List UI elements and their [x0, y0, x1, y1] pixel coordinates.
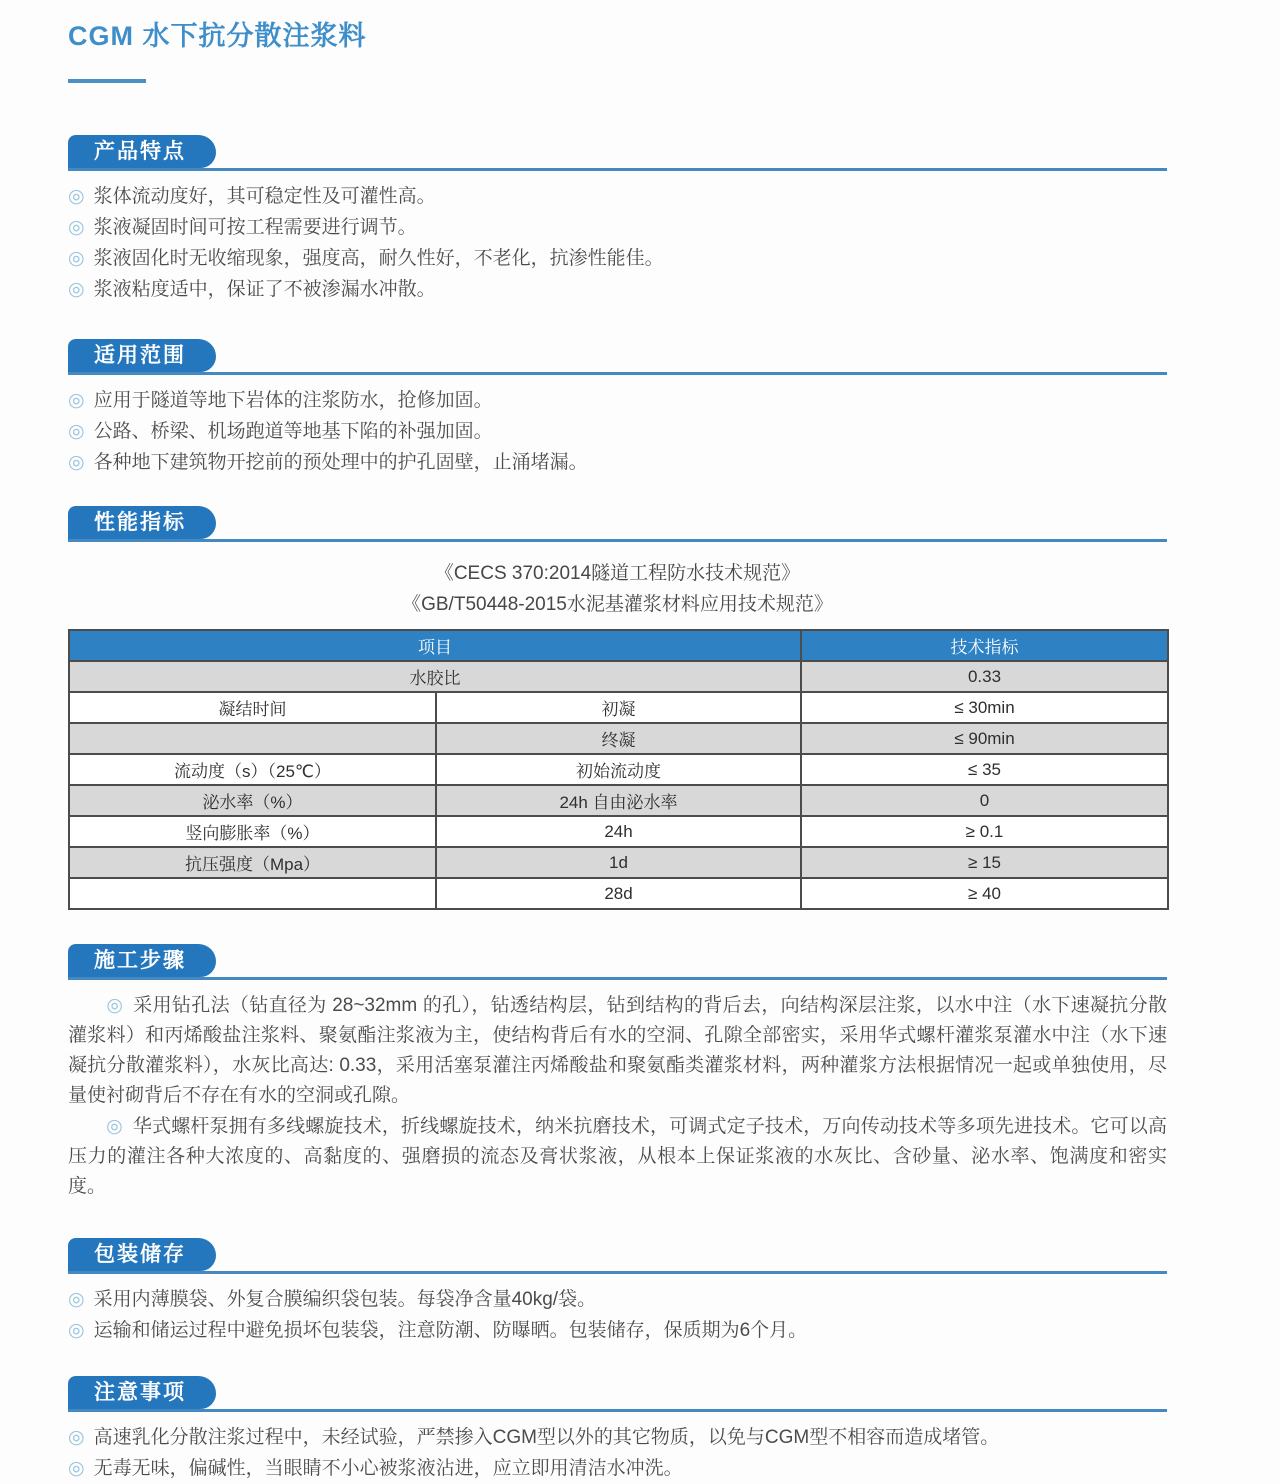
list-item-text: 应用于隧道等地下岩体的注浆防水，抢修加固。 [93, 390, 493, 411]
bullseye-bullet-icon: ◎ [106, 1116, 123, 1137]
standards-references [68, 558, 1167, 620]
table-cell-sub: 终凝 [436, 723, 801, 754]
table-row [69, 692, 1168, 723]
packaging-list [68, 1284, 1167, 1346]
section-badge-notes: 注意事项 [68, 1376, 216, 1409]
list-item [68, 447, 1167, 478]
list-item-text: 运输和储运过程中避免损坏包装袋，注意防潮、防曝晒。包装储存，保质期为6个月。 [93, 1320, 808, 1341]
bullseye-bullet-icon: ◎ [68, 1320, 85, 1341]
list-item-text: 浆液凝固时间可按工程需要进行调节。 [93, 217, 417, 238]
section-header-scope [68, 339, 1167, 375]
table-row [69, 878, 1168, 909]
bullseye-bullet-icon: ◎ [68, 452, 85, 473]
list-item [68, 385, 1167, 416]
table-cell-value: ≤ 30min [801, 692, 1168, 723]
table-row [69, 723, 1168, 754]
list-item-text: 各种地下建筑物开挖前的预处理中的护孔固壁，止涌堵漏。 [93, 452, 588, 473]
bullseye-bullet-icon: ◎ [68, 248, 85, 269]
paragraph-text: 采用钻孔法（钻直径为 28~32mm 的孔），钻透结构层，钻到结构的背后去，向结构深层注浆，以水中注（水下速凝抗分散灌浆料）和丙烯酸盐注浆料、聚氨酯注浆液为主，使结构背后有水的空洞、孔隙全部密实，采用华式螺杆灌浆泵灌水中注（水下速凝抗分散灌浆料），水灰比高达: 0.33，采用活塞泵灌注丙烯酸盐和聚氨酯类灌浆材料，两种灌浆方法根据情况一起或单独使用，尽量使衬砌背后不存在有水的空洞或孔隙。 [68, 995, 1167, 1106]
notes-list [68, 1422, 1167, 1484]
scope-list [68, 385, 1167, 478]
bullseye-bullet-icon: ◎ [68, 279, 85, 300]
list-item [68, 243, 1167, 274]
list-item [68, 181, 1167, 212]
standard-reference-line: 《GB/T50448-2015水泥基灌浆材料应用技术规范》 [402, 594, 833, 615]
section-badge-packaging: 包装储存 [68, 1238, 216, 1271]
list-item [68, 1315, 1167, 1346]
bullseye-bullet-icon: ◎ [68, 186, 85, 207]
features-list [68, 181, 1167, 305]
list-item [68, 1284, 1167, 1315]
list-item-text: 高速乳化分散注浆过程中，未经试验，严禁掺入CGM型以外的其它物质，以免与CGM型不相容而造成堵管。 [93, 1427, 1000, 1448]
list-item-text: 采用内薄膜袋、外复合膜编织袋包装。每袋净含量40kg/袋。 [93, 1289, 597, 1310]
table-cell-item: 抗压强度（Mpa） [69, 847, 436, 878]
bullseye-bullet-icon: ◎ [68, 217, 85, 238]
table-cell-item: 泌水率（%） [69, 785, 436, 816]
table-cell-sub: 1d [436, 847, 801, 878]
bullseye-bullet-icon: ◎ [68, 1427, 85, 1448]
table-header-indicator: 技术指标 [801, 630, 1168, 661]
list-item [68, 212, 1167, 243]
table-cell-value: ≤ 35 [801, 754, 1168, 785]
section-badge-construction: 施工步骤 [68, 944, 216, 977]
page-title: CGM 水下抗分散注浆料 [68, 21, 367, 51]
table-cell-item: 水胶比 [69, 661, 801, 692]
list-item [68, 1453, 1167, 1484]
table-cell-value: 0 [801, 785, 1168, 816]
list-item-text: 浆液粘度适中，保证了不被渗漏水冲散。 [93, 279, 436, 300]
section-header-packaging [68, 1238, 1167, 1274]
table-cell-sub: 24h 自由泌水率 [436, 785, 801, 816]
list-item [68, 416, 1167, 447]
table-cell-value: ≥ 40 [801, 878, 1168, 909]
table-cell-item: 凝结时间 [69, 692, 436, 723]
list-item-text: 浆液固化时无收缩现象，强度高，耐久性好，不老化，抗渗性能佳。 [93, 248, 664, 269]
title-underline [68, 79, 146, 83]
table-cell-item [69, 878, 436, 909]
paragraph-text: 华式螺杆泵拥有多线螺旋技术，折线螺旋技术，纳米抗磨技术，可调式定子技术，万向传动技术等多项先进技术。它可以高压力的灌注各种大浓度的、高黏度的、强磨损的流态及膏状浆液，从根本上保证浆液的水灰比、含砂量、泌水率、饱满度和密实度。 [68, 1116, 1167, 1197]
table-cell-sub: 28d [436, 878, 801, 909]
list-item-text: 浆体流动度好，其可稳定性及可灌性高。 [93, 186, 436, 207]
table-cell-value: ≥ 15 [801, 847, 1168, 878]
section-badge-features: 产品特点 [68, 135, 216, 168]
table-row [69, 816, 1168, 847]
table-cell-value: ≤ 90min [801, 723, 1168, 754]
section-header-notes [68, 1376, 1167, 1412]
section-header-construction [68, 944, 1167, 980]
table-header-item: 项目 [69, 630, 801, 661]
table-row [69, 661, 1168, 692]
table-cell-sub: 初始流动度 [436, 754, 801, 785]
table-cell-value: ≥ 0.1 [801, 816, 1168, 847]
table-cell-value: 0.33 [801, 661, 1168, 692]
table-cell-item: 流动度（s）（25℃） [69, 754, 436, 785]
bullseye-bullet-icon: ◎ [68, 421, 85, 442]
section-badge-scope: 适用范围 [68, 339, 216, 372]
table-row [69, 785, 1168, 816]
paragraph [68, 990, 1167, 1111]
table-row [69, 754, 1168, 785]
table-cell-sub: 初凝 [436, 692, 801, 723]
table-cell-sub: 24h [436, 816, 801, 847]
performance-table [68, 629, 1169, 910]
list-item [68, 1422, 1167, 1453]
list-item-text: 公路、桥梁、机场跑道等地基下陷的补强加固。 [93, 421, 493, 442]
list-item-text: 无毒无味，偏碱性，当眼睛不小心被浆液沾进，应立即用清洁水冲洗。 [93, 1458, 683, 1479]
table-row [69, 847, 1168, 878]
bullseye-bullet-icon: ◎ [68, 1289, 85, 1310]
standard-reference-line: 《CECS 370:2014隧道工程防水技术规范》 [434, 563, 801, 584]
bullseye-bullet-icon: ◎ [68, 1458, 85, 1479]
list-item [68, 274, 1167, 305]
table-cell-item: 竖向膨胀率（%） [69, 816, 436, 847]
section-header-performance [68, 506, 1167, 542]
table-header-row [69, 630, 1168, 661]
section-header-features [68, 135, 1167, 171]
table-cell-item [69, 723, 436, 754]
paragraph [68, 1111, 1167, 1202]
construction-paragraphs [68, 990, 1167, 1202]
section-badge-performance: 性能指标 [68, 506, 216, 539]
bullseye-bullet-icon: ◎ [106, 995, 124, 1016]
bullseye-bullet-icon: ◎ [68, 390, 85, 411]
